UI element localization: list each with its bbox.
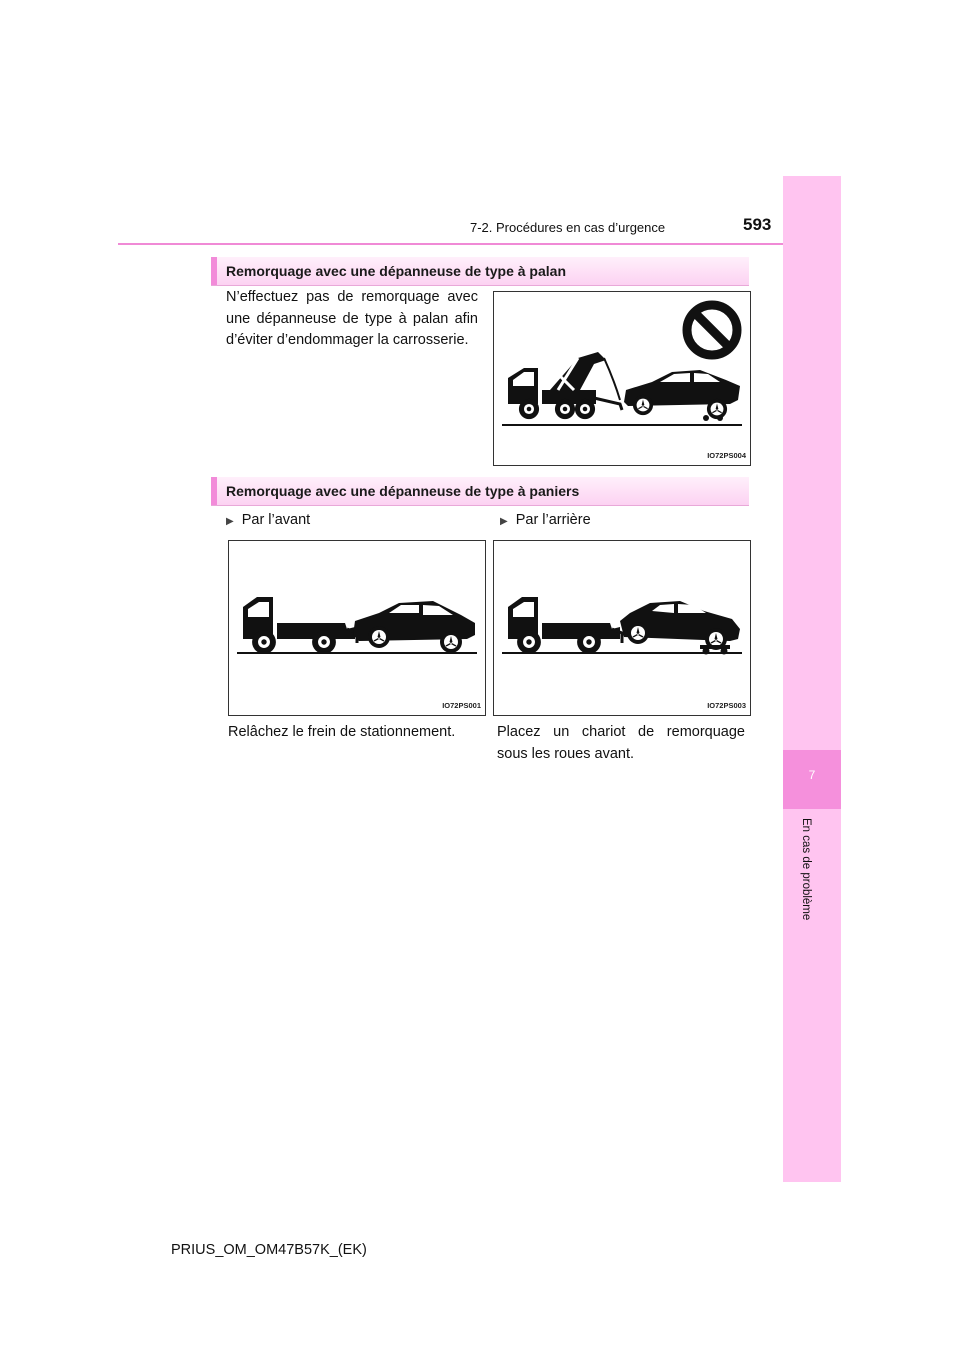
figure-hoist-tow — [493, 291, 751, 466]
figure-code: IO72PS004 — [707, 451, 746, 460]
chapter-label: En cas de problème — [800, 818, 812, 921]
section-heading-text: Remorquage avec une dépanneuse de type à paniers — [226, 483, 580, 499]
section-breadcrumb: 7-2. Procédures en cas d’urgence — [470, 220, 666, 235]
car-icon — [620, 601, 740, 650]
option-label: Par l’arrière — [515, 512, 591, 528]
tow-truck-icon — [508, 352, 622, 419]
section-heading-text: Remorquage avec une dépanneuse de type à palan — [226, 263, 566, 279]
chapter-side-tab — [783, 176, 841, 1182]
section-heading-hoist — [211, 257, 749, 286]
figure-code: IO72PS001 — [442, 701, 481, 710]
triangle-bullet-icon: ▶ — [500, 516, 508, 527]
header-divider — [118, 243, 840, 245]
heading-accent-bar — [211, 477, 217, 505]
figure-tow-front — [228, 540, 486, 716]
figure-code: IO72PS003 — [707, 701, 746, 710]
caption-rear: Placez un chariot de remorquage sous les roues avant. — [497, 724, 745, 762]
heading-accent-bar — [211, 257, 217, 285]
car-icon — [353, 601, 475, 653]
tow-truck-icon — [508, 597, 622, 654]
option-rear — [500, 512, 591, 528]
warning-paragraph: N’effectuez pas de remorquage avec une dépanneuse de type à palan afin d’éviter d’endommager la carrosserie. — [226, 289, 478, 348]
document-code-footer: PRIUS_OM_OM47B57K_(EK) — [171, 1242, 367, 1258]
triangle-bullet-icon: ▶ — [226, 516, 234, 527]
option-front — [226, 512, 310, 528]
figure-tow-rear — [493, 540, 751, 716]
tow-truck-icon — [243, 597, 357, 654]
page-number: 593 — [743, 215, 772, 234]
car-icon — [624, 370, 740, 421]
tow-front-illustration — [229, 541, 485, 715]
hoist-tow-illustration — [494, 292, 750, 465]
chapter-number: 7 — [808, 768, 816, 782]
section-heading-wheel-lift — [211, 477, 749, 506]
option-label: Par l’avant — [241, 512, 311, 528]
tow-rear-illustration — [494, 541, 750, 715]
caption-front: Relâchez le frein de stationnement. — [228, 724, 456, 740]
prohibited-icon — [687, 305, 737, 355]
